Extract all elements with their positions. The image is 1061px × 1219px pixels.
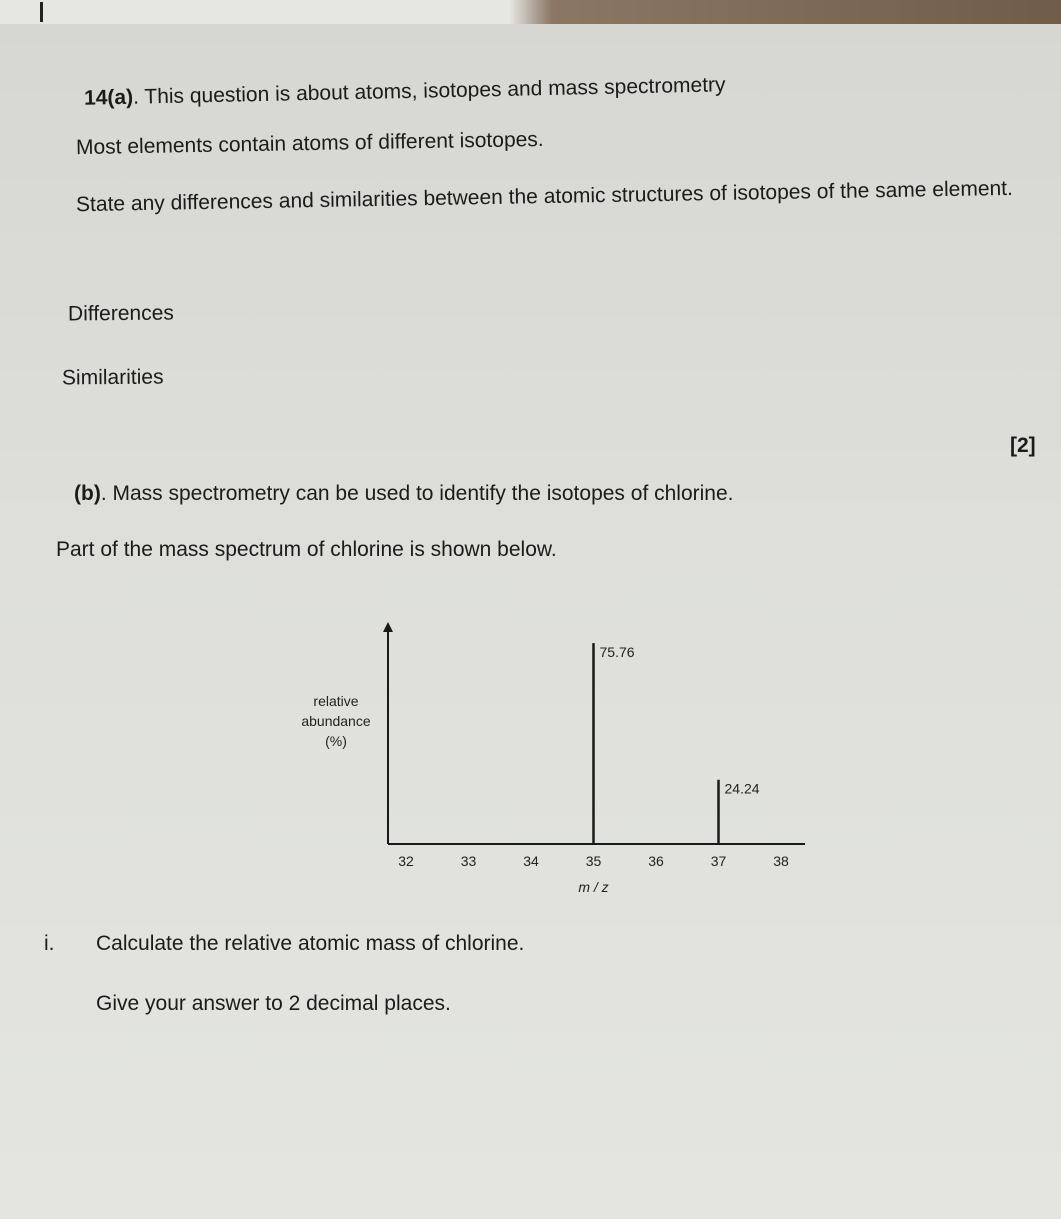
similarities-label: Similarities (61, 365, 164, 390)
question-i-instruction: Give your answer to 2 decimal places. (96, 992, 451, 1015)
y-axis-arrowhead (383, 622, 393, 632)
pen-mark (40, 2, 43, 22)
question-number: 14(a) (83, 85, 134, 110)
y-axis-label: relative (313, 693, 359, 709)
question-b-text: . Mass spectrometry can be used to identify the isotopes of chlorine. (100, 482, 734, 505)
question-b-label: (b) (74, 482, 101, 505)
question-14a-text: . This question is about atoms, isotopes and mass spectrometry (132, 73, 726, 109)
x-tick-label: 33 (460, 853, 477, 869)
question-b-title (74, 482, 733, 506)
question-i-number: i. (44, 932, 55, 955)
x-axis-label: m / z (578, 879, 609, 895)
question-14a-title (84, 73, 726, 110)
peak-label-37: 24.24 (724, 780, 760, 797)
x-tick-label: 38 (773, 853, 789, 869)
x-tick-label: 36 (648, 853, 664, 869)
differences-label: Differences (67, 301, 174, 326)
x-tick-label: 35 (585, 853, 602, 869)
question-b-line1: Part of the mass spectrum of chlorine is shown below. (56, 538, 557, 561)
x-tick-label: 37 (710, 853, 727, 869)
mass-spectrum-chart (270, 610, 830, 910)
question-i-text: Calculate the relative atomic mass of chlorine. (96, 932, 525, 955)
question-14a-line2: State any differences and similarities between the atomic structures of isotopes of the same element. (75, 176, 1014, 217)
photo-top-edge (0, 0, 1061, 24)
y-axis-label: (%) (325, 733, 347, 749)
peak-label-35: 75.76 (599, 644, 635, 661)
question-14a-line1: Most elements contain atoms of different isotopes. (75, 127, 544, 160)
x-tick-label: 34 (523, 853, 539, 869)
marks-label: [2] (1010, 434, 1036, 457)
y-axis-label: abundance (301, 713, 371, 729)
x-tick-label: 32 (398, 853, 414, 869)
